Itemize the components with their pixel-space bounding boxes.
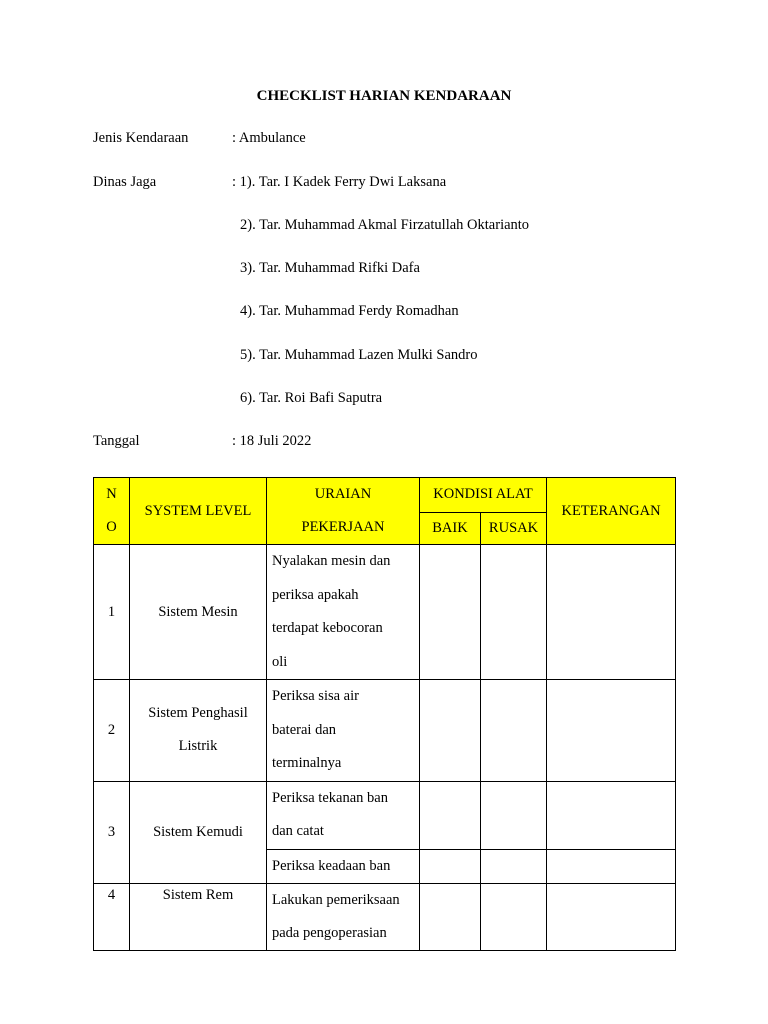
- header-no: N O: [94, 478, 130, 545]
- system-level-cell: Sistem Rem: [130, 884, 267, 951]
- checklist-table: [93, 477, 676, 951]
- dinas-jaga-member: 4). Tar. Muhammad Ferdy Romadhan: [240, 303, 459, 319]
- system-level-cell: Sistem Penghasil Listrik: [130, 680, 267, 782]
- uraian-cell: Periksa tekanan ban dan catat: [267, 781, 420, 849]
- rusak-cell[interactable]: [481, 781, 547, 849]
- keterangan-cell[interactable]: [547, 545, 676, 680]
- uraian-cell: Periksa sisa air baterai dan terminalnya: [267, 680, 420, 782]
- header-uraian-pekerjaan: URAIAN PEKERJAAN: [267, 478, 420, 545]
- keterangan-cell[interactable]: [547, 781, 676, 849]
- dinas-jaga-member: 2). Tar. Muhammad Akmal Firzatullah Oktarianto: [240, 217, 530, 233]
- rusak-cell[interactable]: [481, 680, 547, 782]
- table-row: [94, 680, 676, 782]
- page-title: CHECKLIST HARIAN KENDARAAN: [256, 88, 512, 104]
- rusak-cell[interactable]: [481, 545, 547, 680]
- keterangan-cell[interactable]: [547, 680, 676, 782]
- baik-cell[interactable]: [420, 680, 481, 782]
- rusak-cell[interactable]: [481, 884, 547, 951]
- tanggal-label: Tanggal: [93, 433, 140, 449]
- table-row: [94, 545, 676, 680]
- dinas-jaga-label: Dinas Jaga: [93, 174, 157, 190]
- system-level-cell: Sistem Mesin: [130, 545, 267, 680]
- uraian-cell: Nyalakan mesin dan periksa apakah terdapat kebocoran oli: [267, 545, 420, 680]
- header-rusak: RUSAK: [481, 512, 547, 545]
- row-number: 1: [94, 545, 130, 680]
- jenis-kendaraan-value: : Ambulance: [232, 130, 306, 146]
- jenis-kendaraan-label: Jenis Kendaraan: [93, 130, 189, 146]
- baik-cell[interactable]: [420, 781, 481, 849]
- baik-cell[interactable]: [420, 884, 481, 951]
- baik-cell[interactable]: [420, 849, 481, 884]
- header-keterangan: KETERANGAN: [547, 478, 676, 545]
- header-system-level: SYSTEM LEVEL: [130, 478, 267, 545]
- keterangan-cell[interactable]: [547, 884, 676, 951]
- header-kondisi-alat: KONDISI ALAT: [420, 478, 547, 513]
- row-number: 4: [94, 884, 130, 951]
- row-number: 2: [94, 680, 130, 782]
- table-row: [94, 884, 676, 951]
- keterangan-cell[interactable]: [547, 849, 676, 884]
- header-baik: BAIK: [420, 512, 481, 545]
- baik-cell[interactable]: [420, 545, 481, 680]
- tanggal-value: : 18 Juli 2022: [232, 433, 312, 449]
- dinas-jaga-member: : 1). Tar. I Kadek Ferry Dwi Laksana: [232, 174, 447, 190]
- system-level-cell: Sistem Kemudi: [130, 781, 267, 884]
- uraian-cell: Periksa keadaan ban: [267, 849, 420, 884]
- table-row: [94, 781, 676, 849]
- uraian-cell: Lakukan pemeriksaan pada pengoperasian: [267, 884, 420, 951]
- row-number: 3: [94, 781, 130, 884]
- dinas-jaga-member: 3). Tar. Muhammad Rifki Dafa: [240, 260, 420, 276]
- dinas-jaga-member: 6). Tar. Roi Bafi Saputra: [240, 390, 383, 406]
- dinas-jaga-member: 5). Tar. Muhammad Lazen Mulki Sandro: [240, 347, 478, 363]
- rusak-cell[interactable]: [481, 849, 547, 884]
